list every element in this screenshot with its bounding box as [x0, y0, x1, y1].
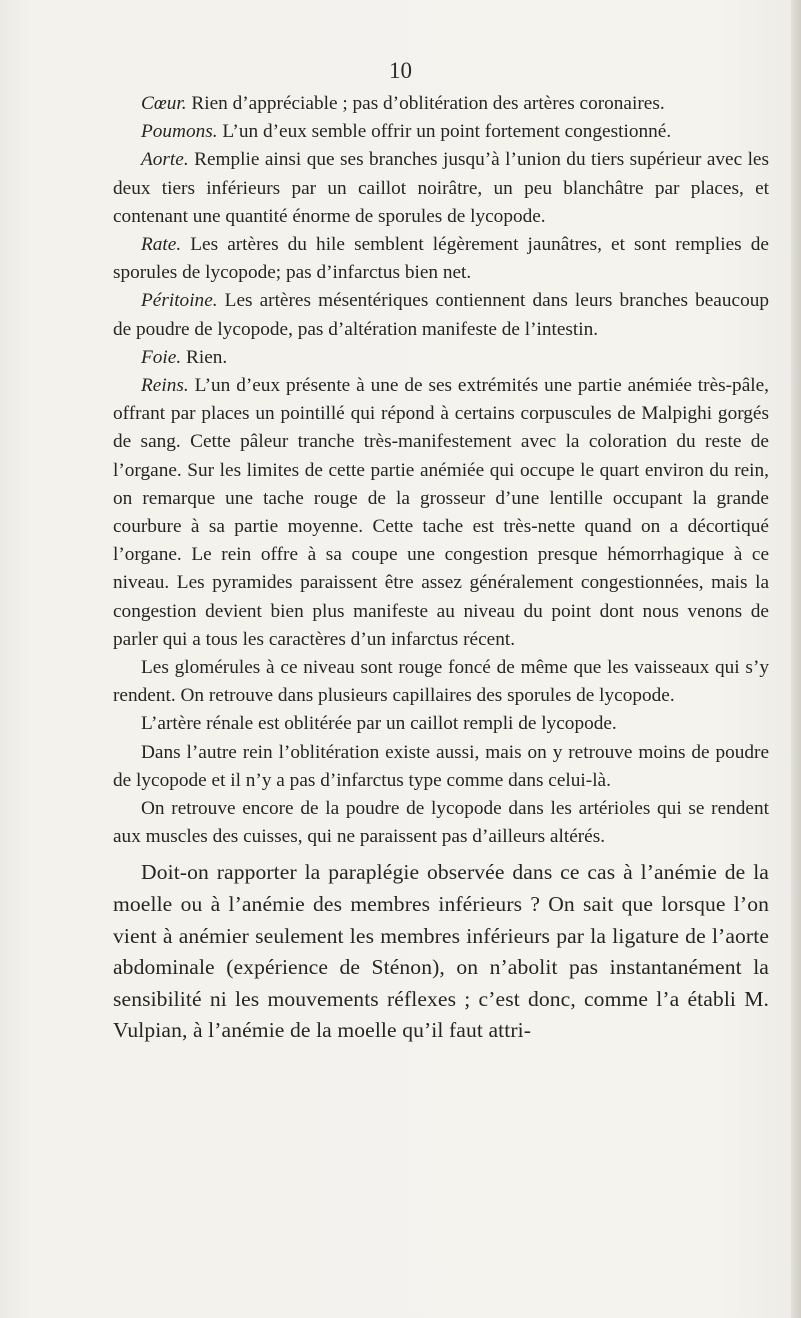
paragraph-text: L’un d’eux présente à une de ses extrémités une partie anémiée très-pâle, offrant par places un pointillé qui répond à certains corpuscules de Malpighi gorgés de sang. Cette pâleur tranche très-manifestement avec la coloration du reste de l’organe. Sur les limites de cette partie anémiée qui occupe le quart environ du rein, on remarque une tache rouge de la grosseur d’une lentille occupant la grande courbure à sa partie moyenne. Cette tache est très-nette quand on a décortiqué l’organe. Le rein offre à sa coupe une congestion presque hémorrhagique à ce niveau. Les pyramides paraissent être assez généralement congestionnées, mais la congestion devient bien plus manifeste au niveau du point dont nous venons de parler qui a tous les caractères d’un infarctus récent. — [113, 375, 769, 650]
body-text — [113, 90, 769, 1047]
paragraph-reins — [113, 372, 769, 654]
paragraph-glomerules — [113, 654, 769, 710]
lead-term: Cœur. — [141, 93, 187, 114]
paragraph-text: Les artères mésentériques contiennent dans leurs branches beaucoup de poudre de lycopode, pas d’altération manifeste de l’intestin. — [113, 290, 769, 340]
lead-term: Aorte. — [141, 149, 189, 171]
paragraph-text: L’un d’eux semble offrir un point fortement congestionné. — [217, 121, 672, 143]
paragraph-poumons — [113, 118, 769, 146]
paragraph-text: Rien d’appréciable ; pas d’oblitération des artères coronaires. — [186, 93, 665, 114]
paragraph-text: Remplie ainsi que ses branches jusqu’à l’union du tiers supérieur avec les deux tiers inférieurs par un caillot noirâtre, un peu blanchâtre par places, et contenant une quantité énorme de sporules de lycopode. — [113, 149, 769, 227]
paragraph-text: L’artère rénale est oblitérée par un caillot rempli de lycopode. — [141, 713, 617, 735]
paragraph-coeur — [113, 90, 769, 118]
paragraph-foie — [113, 344, 769, 372]
paragraph-peritoine — [113, 287, 769, 343]
paragraph-autre-rein — [113, 739, 769, 795]
paragraph-discussion: Doit-on rapporter la paraplégie observée dans ce cas à l’anémie de la moelle ou à l’anémie des membres inférieurs ? On sait que lorsque l’on vient à anémier seulement les membres inférieurs par la ligature de l’aorte abdominale (expérience de Sténon), on n’abolit pas instantanément la sensibilité ni les mouvements réflexes ; c’est donc, comme l’a établi M. Vulpian, à l’anémie de la moelle qu’il faut attri- — [113, 860, 769, 1043]
paragraph-aorte — [113, 146, 769, 231]
lead-term: Rate. — [141, 234, 182, 256]
paragraph-text: Dans l’autre rein l’oblitération existe aussi, mais on y retrouve moins de poudre de lycopode et il n’y a pas d’infarctus type comme dans celui-là. — [113, 741, 769, 791]
paragraph-text: On retrouve encore de la poudre de lycopode dans les artérioles qui se rendent aux muscles des cuisses, qui ne paraissent pas d’ailleurs altérés. — [113, 798, 769, 848]
paragraph-artere-renale — [113, 710, 769, 738]
paragraph-text: Les artères du hile semblent légèrement jaunâtres, et sont remplies de sporules de lycopode; pas d’infarctus bien net. — [113, 234, 769, 284]
lead-term: Reins. — [141, 375, 189, 397]
paragraph-text: Rien. — [181, 346, 228, 368]
page-number: 10 — [389, 58, 412, 83]
paragraph-arterioles — [113, 795, 769, 851]
lead-term: Péritoine. — [141, 290, 218, 312]
paragraph-rate — [113, 231, 769, 287]
lead-term: Foie. — [141, 346, 182, 368]
lead-term: Poumons. — [141, 121, 218, 143]
page-edge — [791, 0, 801, 1318]
paragraph-text: Les glomérules à ce niveau sont rouge foncé de même que les vaisseaux qui s’y rendent. On retrouve dans plusieurs capillaires des sporules de lycopode. — [113, 657, 769, 707]
